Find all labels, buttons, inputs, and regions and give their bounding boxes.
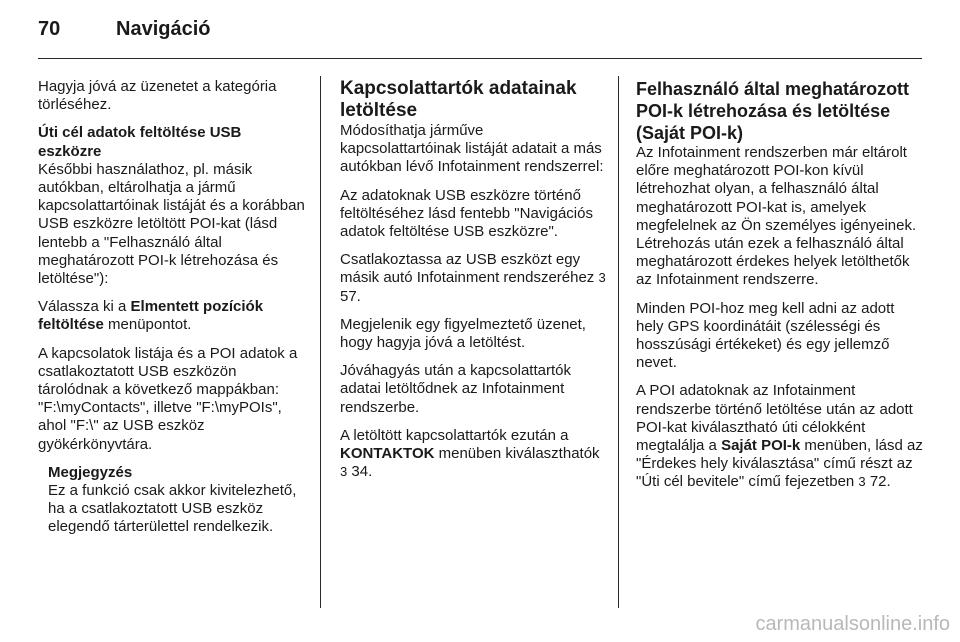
page-title: Navigáció	[116, 18, 211, 40]
column-divider-2	[618, 76, 619, 608]
paragraph: Módosíthatja járműve kapcsolattartóinak listáját adatait a más autókban lévő Infotainment rendszerrel:	[340, 122, 604, 176]
section-heading-contacts-download: Kapcsolattartók adatainak letöltése	[340, 78, 577, 121]
menu-item-name: Elmentett pozíciók feltöltése	[38, 298, 264, 334]
text: Válassza ki a	[38, 298, 131, 316]
text: A POI adatoknak az Infotainment rendszerbe történő letöltése után az adott POI-kat kiválasztható úti célokként megtalálja a	[636, 382, 913, 455]
column-1	[38, 78, 306, 537]
paragraph	[340, 251, 608, 306]
watermark: carmanualsonline.info	[755, 613, 950, 635]
text: A letöltött kapcsolattartók ezután a	[340, 426, 569, 444]
paragraph: Az Infotainment rendszerben már eltárolt előre meghatározott POI-kon kívül létrehozhat olyan, a felhasználó által meghatározott POI-kat is, amelyek megfelelnek az Ön személyes igényeinek. Létrehozás után ezek a felhasználó által meghatározott érdekes helyek letölthetők az Infotainment rendszerre.	[636, 144, 917, 289]
page-ref-arrow-icon: 3	[598, 270, 606, 286]
paragraph: Hagyja jóvá az üzenetet a kategória törléséhez.	[38, 78, 277, 114]
paragraph: Minden POI-hoz meg kell adni az adott hely GPS koordinátáit (szélességi és hosszúsági értékeket) és egy jellemző nevet.	[636, 299, 895, 372]
page-ref-arrow-icon: 3	[858, 474, 866, 490]
page-reference: 72.	[869, 473, 891, 491]
header-rule	[38, 58, 922, 59]
paragraph	[340, 427, 608, 482]
text: Csatlakoztassa az USB eszközt egy másik autó Infotainment rendszeréhez	[340, 251, 599, 287]
paragraph: Az adatoknak USB eszközre történő feltöltéséhez lásd fentebb "Navigációs adatok feltöltése USB eszközre".	[340, 186, 593, 241]
page-reference: 57.	[340, 287, 361, 305]
column-divider-1	[320, 76, 321, 608]
page-number: 70	[38, 18, 61, 40]
section-heading-custom-poi: Felhasználó által meghatározott POI-k létrehozása és letöltése (Saját POI-k)	[636, 79, 910, 143]
column-3	[636, 78, 926, 502]
menu-name: KONTAKTOK	[340, 445, 435, 463]
paragraph	[38, 298, 306, 334]
paragraph: Megjelenik egy figyelmeztető üzenet, hogy hagyja jóvá a letöltést.	[340, 315, 586, 352]
note-box	[38, 464, 306, 537]
page-header	[38, 18, 210, 41]
page-ref-arrow-icon: 3	[340, 464, 348, 480]
note-title: Megjegyzés	[48, 463, 133, 481]
column-2	[340, 78, 608, 491]
paragraph: A kapcsolatok listája és a POI adatok a csatlakoztatott USB eszközön tárolódnak a következő mappákban: "F:\myContacts", illetve "F:\myPOIs", ahol "F:\" az USB eszköz gyökérkönyvtára.	[38, 344, 298, 453]
subheading-usb-upload: Úti cél adatok feltöltése USB eszközre	[38, 124, 242, 160]
paragraph: Jóváhagyás után a kapcsolattartók adatai letöltődnek az Infotainment rendszerbe.	[340, 362, 571, 416]
paragraph: Későbbi használathoz, pl. másik autókban, eltárolhatja a jármű kapcsolattartóinak listáját és a korábban USB eszközre letöltött POI-kat (lásd lentebb a "Felhasználó által meghatározott POI-k létrehozása és letöltése"):	[38, 160, 305, 288]
text: menüpontot.	[103, 316, 192, 334]
text: menüben, lásd az "Érdekes hely kiválasztása" című részt az "Úti cél bevitele" című fejezetben	[636, 437, 923, 491]
note-text: Ez a funkció csak akkor kivitelezhető, ha a csatlakoztatott USB eszköz elegendő tárterülettel rendelkezik.	[48, 482, 297, 536]
page-reference: 34.	[351, 463, 373, 481]
menu-name: Saját POI-k	[721, 437, 801, 455]
text: menüben kiválaszthatók	[434, 445, 600, 463]
paragraph	[636, 382, 926, 491]
